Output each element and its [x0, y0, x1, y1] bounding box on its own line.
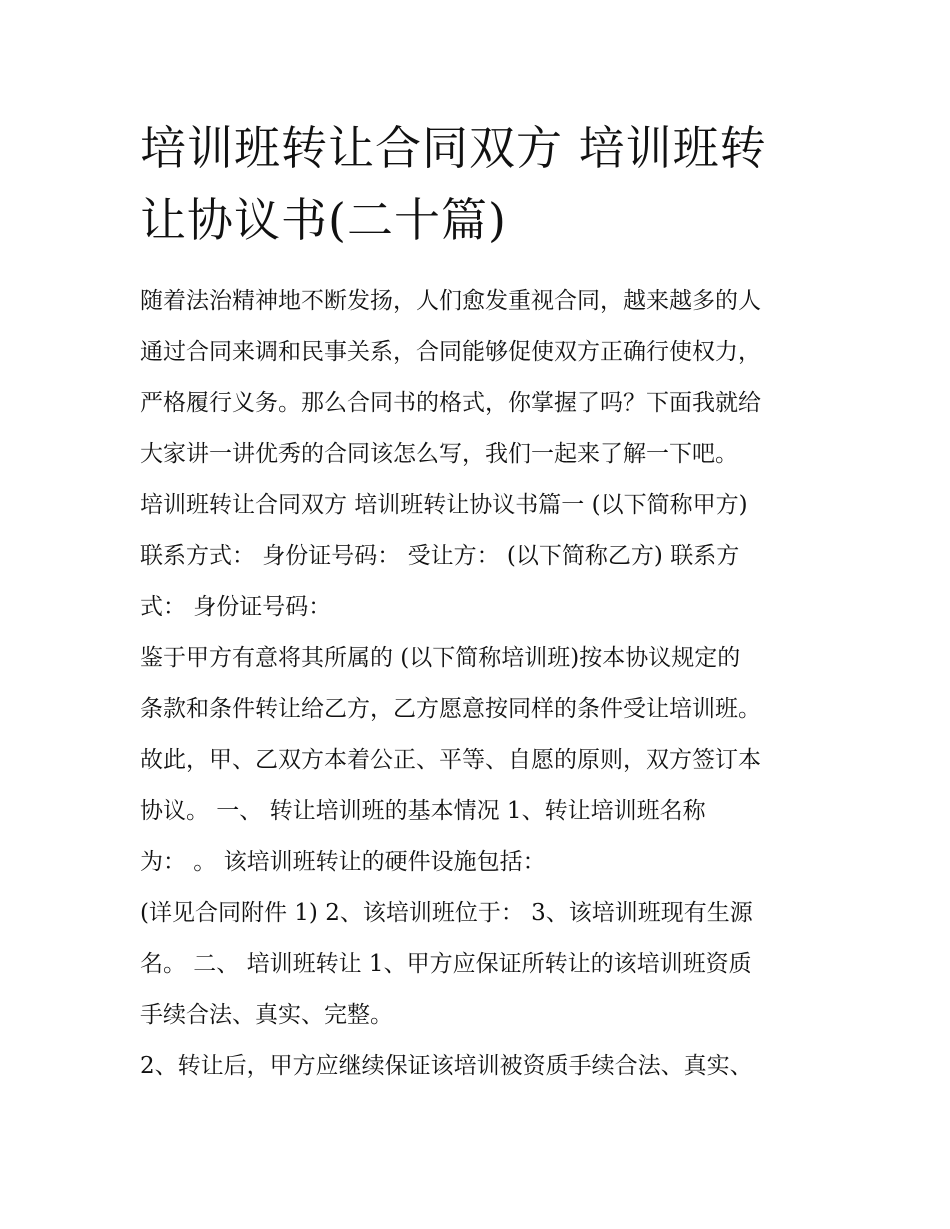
body-line: 鉴于甲方有意将其所属的 (以下简称培训班)按本协议规定的: [140, 645, 741, 671]
body-line: 故此，甲、乙双方本着公正、平等、自愿的原则，双方签订本: [140, 747, 761, 773]
document-body: [140, 276, 830, 1092]
body-line: 手续合法、真实、完整。: [140, 1002, 393, 1028]
body-line: 为： 。 该培训班转让的硬件设施包括：: [140, 849, 546, 875]
body-line: 联系方式： 身份证号码： 受让方： (以下简称乙方) 联系方: [140, 543, 740, 569]
body-line: 通过合同来调和民事关系，合同能够促使双方正确行使权力，: [140, 339, 761, 365]
title-line: 让协议书(二十篇): [140, 193, 507, 247]
body-line: 2、转让后，甲方应继续保证该培训被资质手续合法、真实、: [140, 1053, 753, 1079]
body-line: 名。 二、 培训班转让 1、甲方应保证所转让的该培训班资质: [140, 951, 752, 977]
body-line: 培训班转让合同双方 培训班转让协议书篇一 (以下简称甲方): [140, 492, 748, 518]
body-line: 严格履行义务。那么合同书的格式，你掌握了吗？下面我就给: [140, 390, 761, 416]
body-line: 随着法治精神地不断发扬，人们愈发重视合同，越来越多的人: [140, 288, 761, 314]
document-title: [140, 112, 820, 256]
body-line: 条款和条件转让给乙方，乙方愿意按同样的条件受让培训班。: [140, 696, 761, 722]
body-line: 协议。 一、 转让培训班的基本情况 1、转让培训班名称: [140, 798, 706, 824]
body-line: 大家讲一讲优秀的合同该怎么写，我们一起来了解一下吧。: [140, 441, 738, 467]
body-line: (详见合同附件 1) 2、该培训班位于： 3、该培训班现有生源: [140, 900, 753, 926]
body-line: 式： 身份证号码：: [140, 594, 332, 620]
title-line: 培训班转让合同双方 培训班转: [140, 121, 767, 175]
